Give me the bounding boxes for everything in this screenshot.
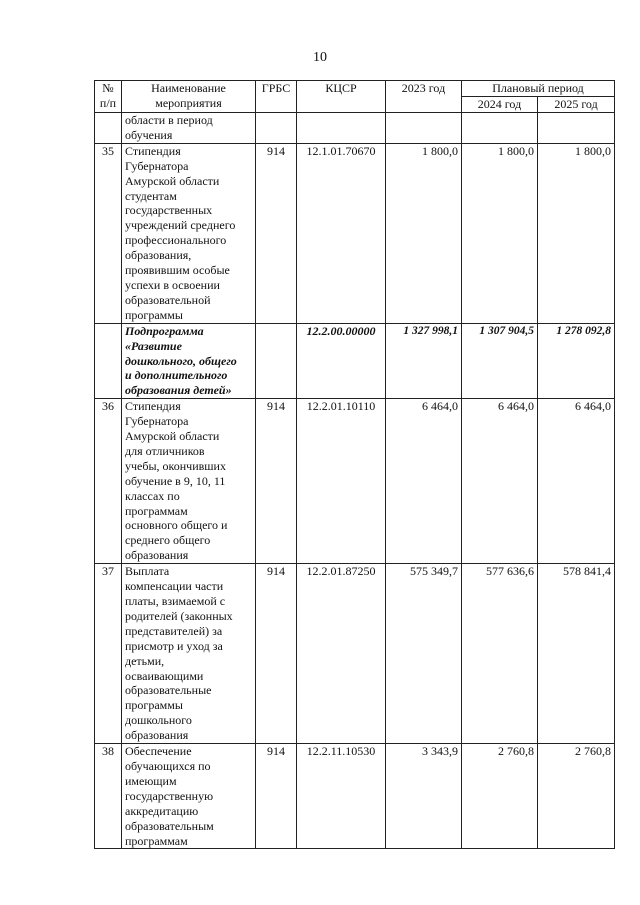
row-2024: 1 800,0 [462, 143, 538, 323]
row-grbs: 914 [256, 143, 297, 323]
row-name: Стипендия Губернатора Амурской области студентам государственных учреждений среднего профессионального образования, проявившим особые успехи в освоении образовательной программы [122, 143, 256, 323]
row-name: Обеспечение обучающихся по имеющим государственную аккредитацию образовательным программам [122, 744, 256, 849]
header-2025: 2025 год [538, 97, 615, 113]
table-row [95, 113, 615, 144]
header-kcsr: КЦСР [297, 81, 386, 113]
row-2024: 2 760,8 [462, 744, 538, 849]
table-row [95, 143, 615, 323]
subprogram-row [95, 323, 615, 399]
row-grbs: 914 [256, 744, 297, 849]
row-2024: 577 636,6 [462, 564, 538, 744]
row-kcsr: 12.1.01.70670 [297, 143, 386, 323]
row-name: области в период обучения [122, 113, 256, 144]
row-name: Выплата компенсации части платы, взимаемой с родителей (законных представителей) за присмотр и уход за детьми, осваивающими образовательные программы дошкольного образования [122, 564, 256, 744]
subprogram-2025: 1 278 092,8 [538, 323, 615, 399]
row-grbs: 914 [256, 564, 297, 744]
table-row [95, 564, 615, 744]
row-2023: 575 349,7 [386, 564, 462, 744]
row-2023: 3 343,9 [386, 744, 462, 849]
row-number: 37 [95, 564, 122, 744]
row-grbs [256, 323, 297, 399]
row-2024: 6 464,0 [462, 399, 538, 564]
header-planned-period: Плановый период [462, 81, 615, 97]
table-row [95, 399, 615, 564]
header-row [95, 81, 615, 97]
row-name: Стипендия Губернатора Амурской области для отличников учебы, окончивших обучение в 9, 10, 11 классах по программам основного общего и среднего общего образования [122, 399, 256, 564]
row-kcsr: 12.2.01.10110 [297, 399, 386, 564]
page-number: 10 [313, 50, 327, 65]
row-number: 36 [95, 399, 122, 564]
table-row [95, 744, 615, 849]
row-number: 38 [95, 744, 122, 849]
row-2023: 1 800,0 [386, 143, 462, 323]
row-2025: 578 841,4 [538, 564, 615, 744]
row-2023: 6 464,0 [386, 399, 462, 564]
subprogram-kcsr: 12.2.00.00000 [297, 323, 386, 399]
row-grbs: 914 [256, 399, 297, 564]
budget-table [94, 80, 615, 849]
row-2023 [386, 113, 462, 144]
subprogram-2023: 1 327 998,1 [386, 323, 462, 399]
header-2024: 2024 год [462, 97, 538, 113]
row-kcsr [297, 113, 386, 144]
header-grbs: ГРБС [256, 81, 297, 113]
row-number [95, 323, 122, 399]
row-grbs [256, 113, 297, 144]
row-2025: 1 800,0 [538, 143, 615, 323]
row-number [95, 113, 122, 144]
header-2023: 2023 год [386, 81, 462, 113]
header-name: Наименование мероприятия [122, 81, 256, 113]
row-2025 [538, 113, 615, 144]
row-2025: 6 464,0 [538, 399, 615, 564]
subprogram-name: Подпрограмма «Развитие дошкольного, общего и дополнительного образования детей» [122, 323, 256, 399]
header-num: № п/п [95, 81, 122, 113]
row-kcsr: 12.2.11.10530 [297, 744, 386, 849]
subprogram-2024: 1 307 904,5 [462, 323, 538, 399]
row-2025: 2 760,8 [538, 744, 615, 849]
row-number: 35 [95, 143, 122, 323]
row-2024 [462, 113, 538, 144]
row-kcsr: 12.2.01.87250 [297, 564, 386, 744]
